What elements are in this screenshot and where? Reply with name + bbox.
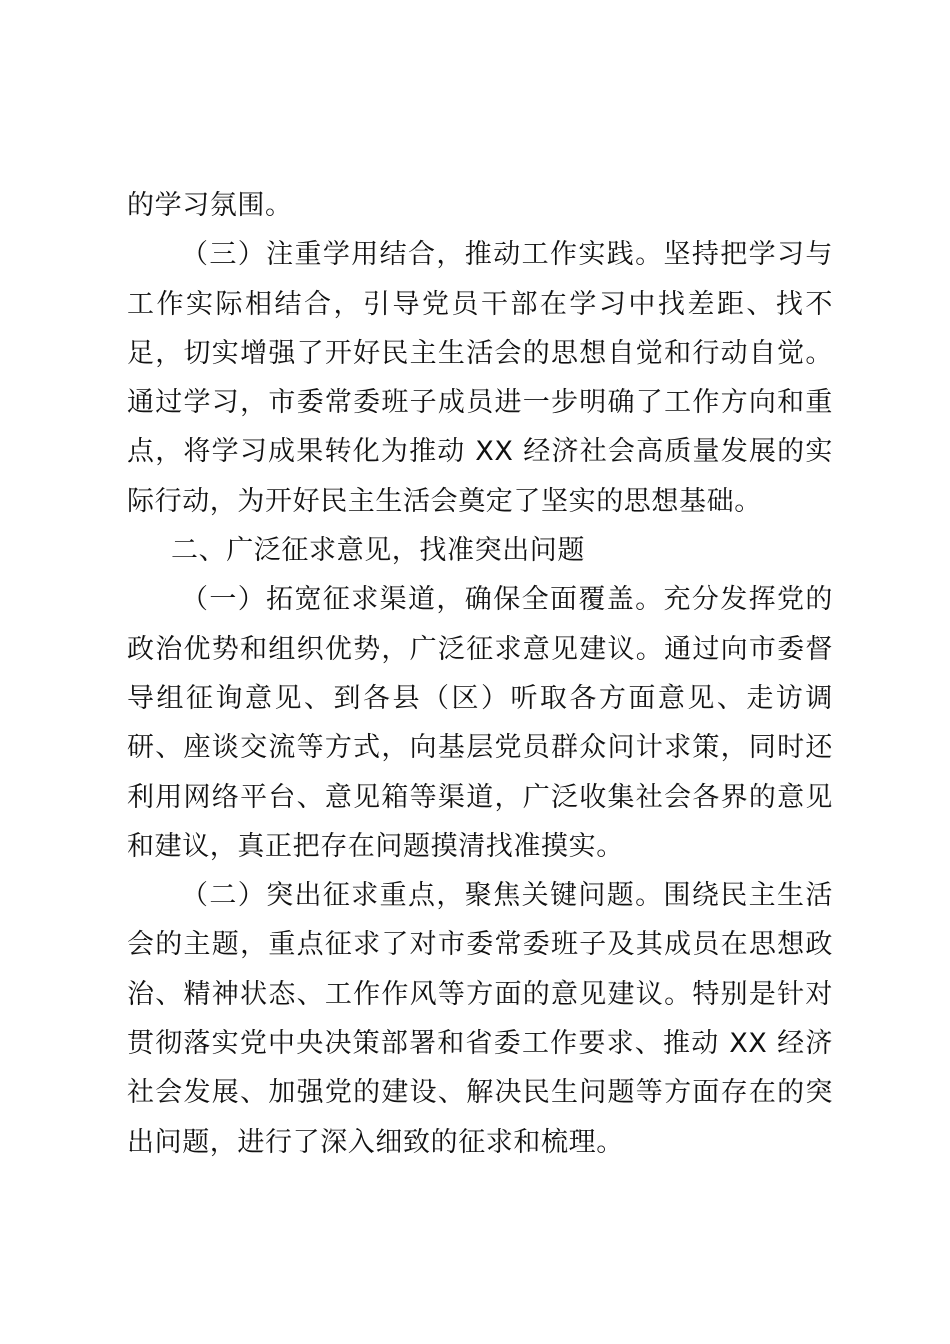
paragraph-highlight-focus: （二）突出征求重点，聚焦关键问题。围绕民主生活会的主题，重点征求了对市委常委班子及其成员在思想政治、精神状态、工作作风等方面的意见建议。特别是针对贯彻落实党中央决策部署和省委工作要求、推动 XX 经济社会发展、加强党的建设、解决民生问题等方面存在的突出问题，进行了深入细致的征求和梳理。: [127, 880, 833, 1158]
paragraph-broaden-channels: （一）拓宽征求渠道，确保全面覆盖。充分发挥党的政治优势和组织优势，广泛征求意见建议。通过向市委督导组征询意见、到各县（区）听取各方面意见、走访调研、座谈交流等方式，向基层党员群众问计求策，同时还利用网络平台、意见箱等渠道，广泛收集社会各界的意见和建议，真正把存在问题摸清找准摸实。: [127, 584, 833, 862]
paragraph-study-application: （三）注重学用结合，推动工作实践。坚持把学习与工作实际相结合，引导党员干部在学习中找差距、找不足，切实增强了开好民主生活会的思想自觉和行动自觉。通过学习，市委常委班子成员进一步明确了工作方向和重点，将学习成果转化为推动 XX 经济社会高质量发展的实际行动，为开好民主生活会奠定了坚实的思想基础。: [127, 239, 833, 517]
paragraph-continuation: 的学习氛围。: [127, 190, 293, 221]
document-body: [127, 181, 833, 1167]
section-heading-two: 二、广泛征求意见，找准突出问题: [171, 535, 585, 567]
